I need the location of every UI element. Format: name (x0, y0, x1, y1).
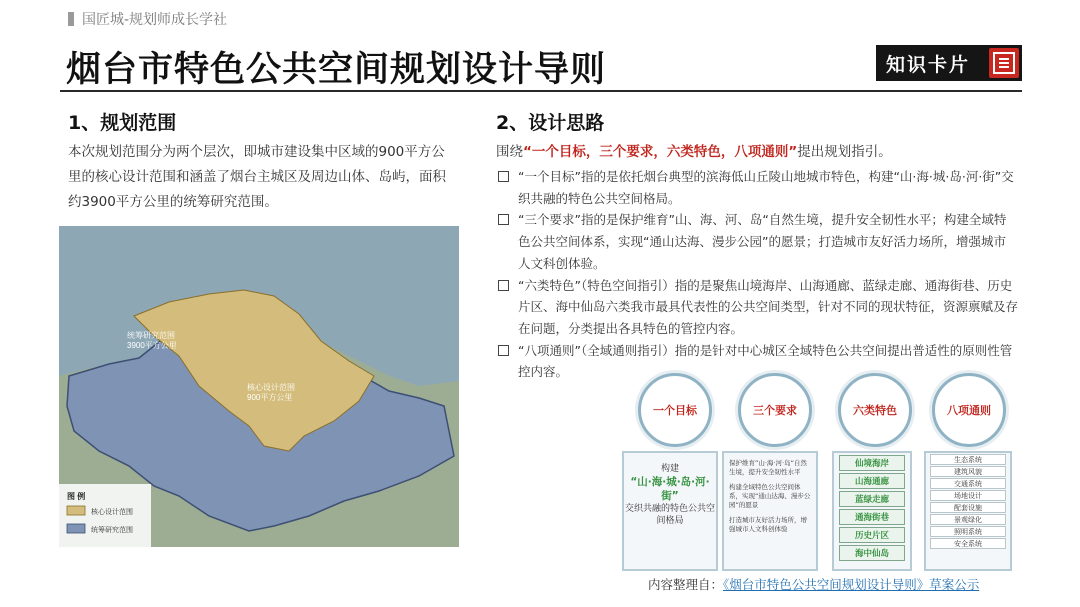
rule-item: 交通系统 (930, 478, 1006, 489)
rules-panel (924, 451, 1012, 571)
source-prefix: 内容整理自： (648, 577, 724, 592)
map-label-core: 核心设计范围 (247, 383, 295, 392)
brand-bar (68, 12, 74, 26)
framework-diagram (620, 367, 1020, 574)
rule-item: 安全系统 (930, 538, 1006, 549)
features-panel (832, 451, 912, 571)
knowledge-card-label: 知识卡片 (886, 53, 971, 76)
title-divider (60, 90, 1022, 92)
map-label-outer: 统筹研究范围 (127, 331, 175, 340)
checkbox-icon (498, 280, 509, 291)
section2-intro (496, 141, 892, 163)
feature-tag: 历史片区 (839, 527, 905, 543)
bullet-item (496, 275, 1018, 340)
feature-tag: 通海街巷 (839, 509, 905, 525)
checkbox-icon (498, 214, 509, 225)
intro-highlight: “一个目标，三个要求，六类特色，八项通则” (523, 144, 798, 160)
rule-item: 建筑风貌 (930, 466, 1006, 477)
brand-name: 国匠城-规划师成长学社 (82, 12, 228, 28)
requirement-item: 构建全域特色公共空间体系，实现“通山达海、漫步公园”的愿景 (729, 483, 811, 509)
rule-item: 照明系统 (930, 526, 1006, 537)
circle-rules: 八项通则 (932, 373, 1006, 447)
section2-heading: 2、设计思路 (496, 112, 605, 134)
requirements-panel (722, 451, 818, 571)
intro-prefix: 围绕 (496, 144, 523, 160)
seal-logo-icon (989, 48, 1019, 78)
section1-text: 本次规划范围分为两个层次，即城市建设集中区域的900平方公里的核心设计范围和涵盖了烟台主城区及周边山体、岛屿，面积约3900平方公里的统筹研究范围。 (68, 144, 446, 210)
circle-goal: 一个目标 (638, 373, 712, 447)
feature-tag: 蓝绿走廊 (839, 491, 905, 507)
map-label-outer-area: 3900平方公里 (127, 341, 177, 350)
map-label-core-area: 900平方公里 (247, 393, 293, 402)
design-bullets (496, 166, 1018, 383)
bullet-item (496, 209, 1018, 274)
checkbox-icon (498, 171, 509, 182)
feature-tag: 仙境海岸 (839, 455, 905, 471)
bullet-text: “八项通则”（全域通则指引）指的是针对中心城区全域特色公共空间提出普适性的原则性管控内容。 (518, 342, 1013, 380)
rule-item: 配套设施 (930, 502, 1006, 513)
feature-tag: 海中仙岛 (839, 545, 905, 561)
circle-features: 六类特色 (838, 373, 912, 447)
goal-content (624, 463, 716, 527)
legend-outer: 统筹研究范围 (91, 527, 133, 534)
source-credit (648, 575, 979, 593)
planning-scope-map (59, 226, 459, 547)
bullet-text: “三个要求”指的是保护维育”山、海、河、岛“自然生境，提升安全韧性水平；构建全域特色公共空间体系，实现“通山达海、漫步公园”的愿景；打造城市友好活力场所，增强城市人文科创体验。 (518, 212, 1007, 271)
rule-item: 生态系统 (930, 454, 1006, 465)
goal-panel (622, 451, 718, 571)
page-title: 烟台市特色公共空间规划设计导则 (66, 50, 607, 90)
legend-core: 核心设计范围 (91, 509, 133, 516)
checkbox-icon (498, 345, 509, 356)
requirement-item: 保护维育”山·海·河·岛“自然生境，提升安全韧性水平 (729, 459, 807, 476)
section1-heading: 1、规划范围 (68, 112, 177, 134)
intro-suffix: 提出规划指引。 (797, 144, 892, 160)
legend-title: 图 例 (67, 492, 86, 501)
requirements-content (724, 453, 816, 546)
goal-line2: 交织共融的特色公共空间格局 (624, 504, 715, 526)
feature-tag: 山海通廊 (839, 473, 905, 489)
bullet-text: “六类特色”（特色空间指引）指的是聚焦山境海岸、山海通廊、蓝绿走廊、通海街巷、历史片区、海中仙岛六类我市最具代表性的公共空间类型，针对不同的现状特征，资源禀赋及存在问题，分类提出各具特色的管控内容。 (518, 277, 1019, 336)
requirement-item: 打造城市友好活力场所，增强城市人文科创体验 (729, 516, 807, 533)
knowledge-card-badge (876, 45, 1022, 81)
circle-requirements: 三个要求 (738, 373, 812, 447)
bullet-item (496, 166, 1018, 209)
rule-item: 场地设计 (930, 490, 1006, 501)
goal-line1: 构建 (660, 464, 679, 474)
brand-header (68, 9, 227, 29)
goal-highlight: “山·海·城·岛·河·街” (630, 476, 710, 502)
source-link[interactable]: 《烟台市特色公共空间规划设计导则》草案公示 (723, 577, 980, 592)
rule-item: 景观绿化 (930, 514, 1006, 525)
bullet-text: “一个目标”指的是依托烟台典型的滨海低山丘陵山地城市特色，构建“山·海·城·岛·河·街”交织共融的特色公共空间格局。 (518, 169, 1014, 206)
